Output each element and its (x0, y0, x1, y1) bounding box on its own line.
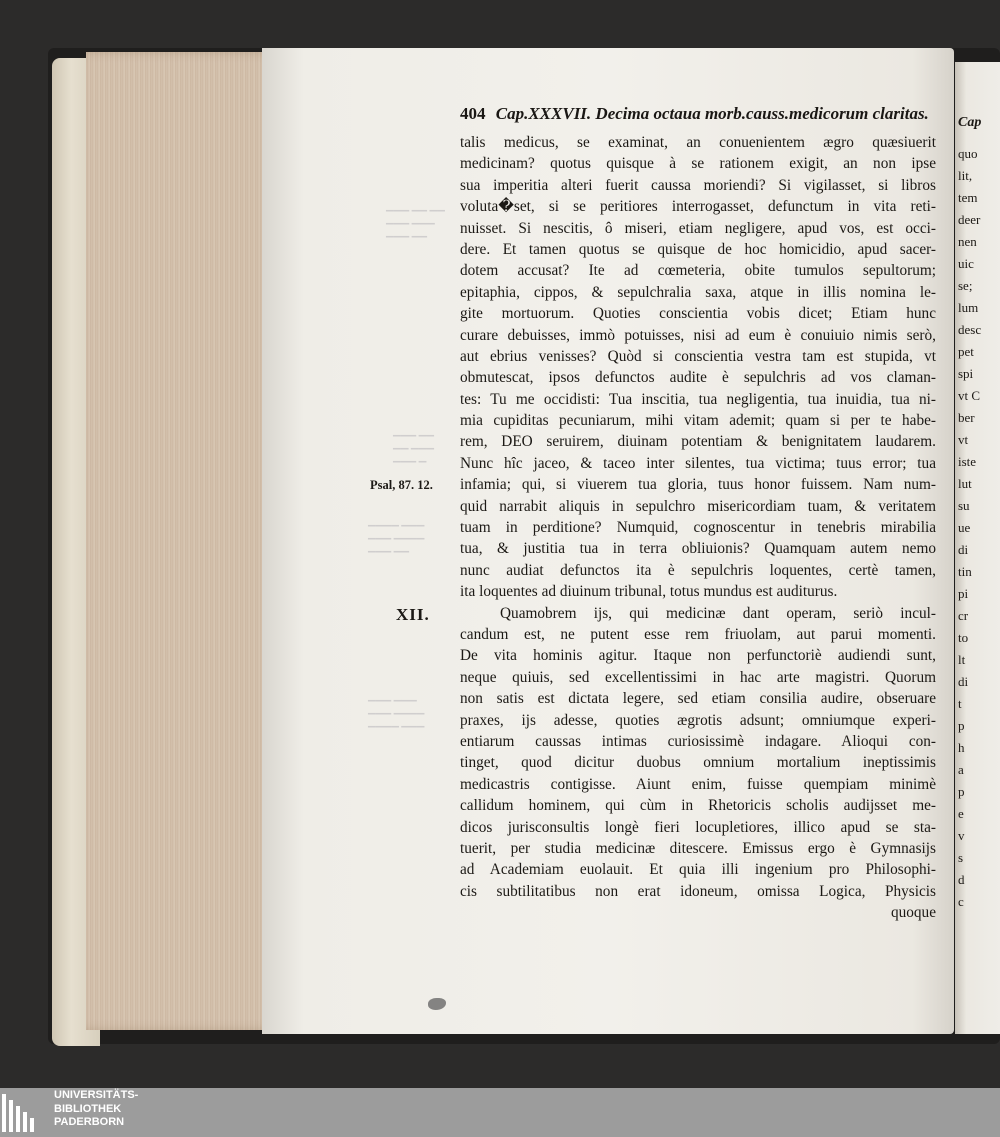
facing-page-line: su (958, 498, 970, 513)
facing-page-line: to (958, 630, 969, 645)
text-line: callidum hominem, qui cùm in Rhetoricis scholis audijsset me- (460, 797, 936, 815)
text-line: sua imperitia alteri fuerit caussa moriendi? Si vigilasset, si libros (460, 176, 936, 194)
page-block-edge (86, 52, 278, 1030)
text-line: Nunc hîc jaceo, & taceo inter silentes, tua victima; tuus error; tua (460, 454, 936, 472)
text-line: nuisset. Si nescitis, ô miseri, etiam negligere, apud vos, est occi- (460, 219, 936, 237)
text-line: tinget, quod dicitur duobus omnium mortalium ineptissimis (460, 754, 936, 772)
facing-page-line: ue (958, 520, 971, 535)
text-line: quid narrabit aliquis in sepulchro misericordiam tuam, & veritatem (460, 497, 936, 515)
facing-page-line: v (958, 828, 965, 843)
text-line: tuerit, per studia medicinæ ditescere. Emissus ergo è Gymnasijs (460, 839, 936, 857)
facing-page-line: lut (958, 476, 972, 491)
facing-page-line: iste (958, 454, 977, 469)
text-line: candum est, ne putent esse rem friuolam, aut parui momenti. (460, 625, 936, 643)
text-line: nunc audiat defunctos ita è sepulchris loquentes, certè tamen, (460, 561, 936, 579)
text-line: tes: Tu me occidisti: Tua inscitia, tua negligentia, tua inuidia, tua ni- (460, 390, 936, 408)
facing-page-line: spi (958, 366, 974, 381)
facing-page-line: se; (958, 278, 973, 293)
facing-page-header: Cap (958, 115, 982, 130)
running-header (460, 104, 938, 128)
text-line: ita loquentes ad diuinum tribunal, totus mundus est auditurus. (460, 583, 838, 601)
text-line: Quamobrem ijs, qui medicinæ dant operam, seriò incul- (500, 604, 936, 622)
library-footer (0, 1088, 1000, 1137)
facing-page-line: di (958, 542, 969, 557)
facing-page-line: pi (958, 586, 969, 601)
text-line: tua, & justitia tua in terra obliuionis? Quamquam autem nemo (460, 540, 936, 558)
text-line: tuam in perditione? Numquid, cognoscentur in tenebris mirabilia (460, 519, 936, 537)
library-name-line1: UNIVERSITÄTS- (54, 1089, 139, 1101)
facing-page-line: tem (958, 190, 978, 205)
text-line: talis medicus, se examinat, an conuenientem ægro quæsiuerit (460, 134, 936, 151)
facing-page-line: nen (958, 234, 977, 249)
show-through-bleed: ▁▁▁ ▁▁ ▁▁ ▁▁▁ ▁▁▁ ▁▁▁ ▁▁ ▁▁▁ ▁▁ ▁▁ ▁▁▁ ▁▁▁ ▁ ▁▁▁▁ ▁▁▁ ▁▁▁ ▁▁▁▁ ▁▁▁ ▁▁ ▁▁▁ ▁▁▁ ▁▁▁ ▁▁▁▁ ▁▁▁▁ ▁▁▁ (368, 201, 445, 728)
facing-page-line: ber (958, 410, 975, 425)
library-name-line3: PADERBORN (54, 1116, 125, 1128)
facing-page-line: lum (958, 300, 979, 315)
facing-page-line: d (958, 872, 965, 887)
catchword: quoque (890, 904, 936, 922)
text-line: obmutescat, ipsos defunctos audite è sepulchris ad vos claman- (460, 369, 936, 387)
library-logo-icon (0, 1090, 44, 1134)
facing-page-line: h (958, 740, 965, 755)
text-line: praxes, ijs adesse, quoties ægrotis adsunt; omniumque experi- (460, 711, 936, 729)
facing-page-line: quo (958, 146, 978, 161)
text-line: medicastris contigisse. Aiunt enim, fuisse quempiam minimè (460, 775, 936, 793)
facing-page-line: e (958, 806, 964, 821)
facing-page-line: vt C (958, 388, 981, 403)
text-line: dere. Et tamen quotus se quisque de hoc homicidio, apud sacer- (460, 240, 936, 258)
facing-page-line: lit, (958, 168, 973, 183)
facing-page-line: s (958, 850, 964, 865)
library-name (54, 1089, 254, 1130)
facing-page-line: desc (958, 322, 982, 337)
text-line: aut ebrius venisses? Quòd si conscientia vestra tam est stupida, vt (460, 347, 936, 365)
text-line: entiarum caussas intimas curiosissimè indagare. Alioqui con- (460, 732, 936, 750)
library-name-line2: BIBLIOTHEK (54, 1102, 122, 1115)
running-title: Cap.XXXVII. Decima octaua morb.causs.medicorum claritas. (495, 104, 929, 123)
text-line: voluta�set, si se peritiores interrogasset, defunctum in vita reti- (460, 198, 936, 216)
text-line: dicos jurisconsultis longè fieri locupletiores, illico apud se sta- (460, 818, 936, 836)
facing-page-line: p (958, 784, 965, 799)
text-line: curare debuisses, immò potuisses, nisi ad eum è conuiuio nimis serò, (460, 326, 936, 344)
facing-page-line: tin (958, 564, 972, 579)
text-line: dotem accusat? Ite ad cœmeteria, obite tumulos sepultorum; (460, 262, 936, 280)
text-line: infamia; qui, si viuerem tua gloria, tuus honor fuissem. Nam num- (460, 476, 936, 494)
facing-page-line: vt (958, 432, 969, 447)
text-line: mia cupiditas pecuniarum, mihi vitam ademit; quam si per te habe- (460, 412, 936, 430)
facing-page-line: c (958, 894, 964, 909)
text-line: epitaphia, cippos, & sepulchralia saxa, atque in illis nomina le- (460, 283, 936, 301)
section-number: XII. (396, 605, 430, 624)
facing-page-line: cr (958, 608, 969, 623)
facing-page-line: p (958, 718, 965, 733)
text-line: neque quiuis, sed excellentissimi in hac arte magistri. Quorum (460, 668, 936, 686)
text-line: non satis est dictata legere, sed etiam consilia audire, obseruare (460, 690, 936, 708)
page-number: 404 (460, 104, 486, 123)
text-line: De vita hominis agitur. Itaque non perfunctoriè audiendi sunt, (460, 647, 936, 665)
facing-page-line: lt (958, 652, 966, 667)
facing-page-line: uic (958, 256, 974, 271)
margin-reference: Psal, 87. 12. (370, 478, 433, 492)
facing-page-line: pet (958, 344, 974, 359)
facing-page-line: a (958, 762, 964, 777)
text-line: ad Academiam euolauit. Et quia illi ingenium pro Philosophi- (460, 861, 936, 879)
text-line: rem, DEO seruirem, diuinam potentiam & benignitatem laudarem. (460, 433, 936, 451)
body-text (460, 132, 936, 923)
text-line: medicinam? quotus quisque à se rationem exigit, an non ipse (460, 155, 936, 173)
text-line: gite mortuorum. Quoties conscientia vobis dicet; Etiam hunc (460, 305, 936, 323)
facing-page-line: deer (958, 212, 981, 227)
facing-page-line: di (958, 674, 969, 689)
text-line: cis subtilitatibus non erat idoneum, omissa Logica, Physicis (460, 882, 936, 900)
facing-page-line: t (958, 696, 962, 711)
